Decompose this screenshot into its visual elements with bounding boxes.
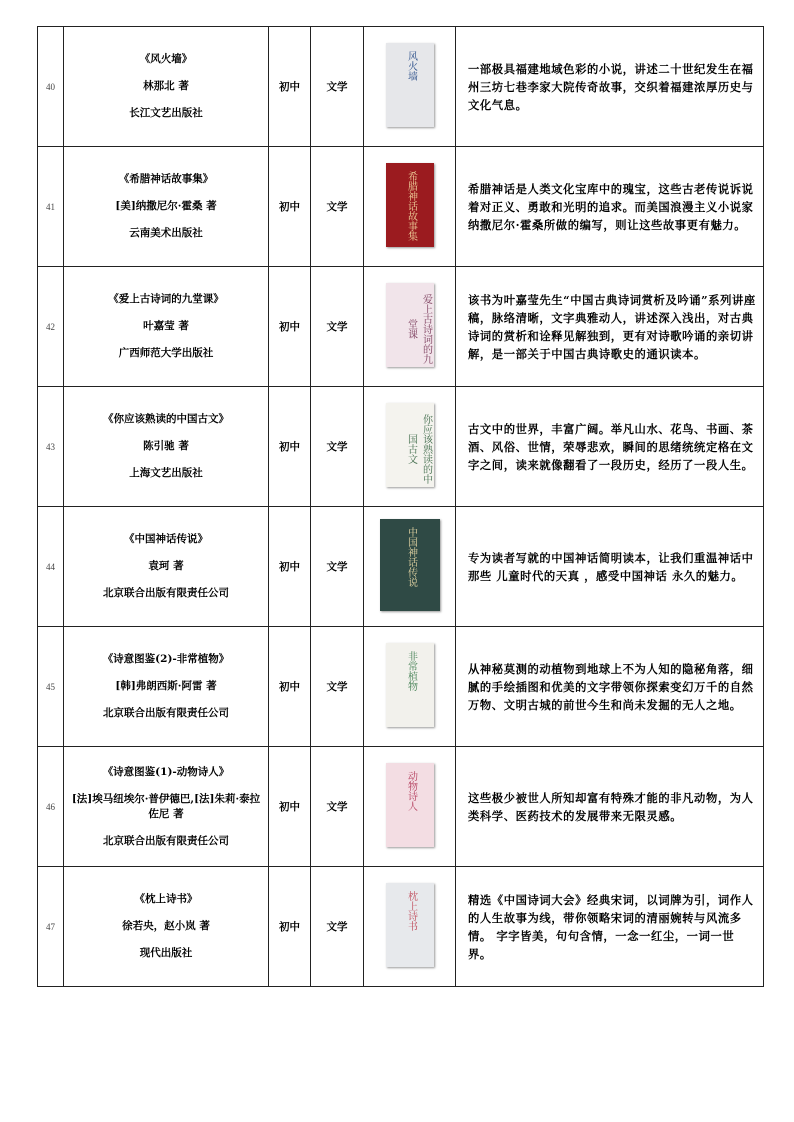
table-row: [38, 627, 764, 747]
book-cover-image: [386, 43, 434, 127]
grade-level: 初中: [269, 27, 311, 147]
book-description: 专为读者写就的中国神话简明读本，让我们重温神话中那些 儿童时代的天真 ，感受中国神话 永久的魅力。: [456, 507, 764, 627]
book-title: 《爱上古诗词的九堂课》: [108, 293, 224, 305]
book-title: 《枕上诗书》: [134, 893, 198, 905]
book-author: [美]纳撒尼尔·霍桑 著: [115, 200, 217, 212]
row-number: 46: [38, 747, 64, 867]
book-title: 《诗意图鉴(1)-动物诗人》: [102, 765, 230, 778]
row-number: 44: [38, 507, 64, 627]
book-cover-image: [386, 163, 434, 247]
cover-cell: [364, 867, 456, 987]
table-row: [38, 27, 764, 147]
book-description: 一部极具福建地域色彩的小说，讲述二十世纪发生在福州三坊七巷李家大院传奇故事，交织着福建浓厚历史与文化气息。: [456, 27, 764, 147]
book-publisher: 北京联合出版有限责任公司: [103, 834, 229, 847]
grade-level: 初中: [269, 867, 311, 987]
row-number: 42: [38, 267, 64, 387]
book-author: [韩]弗朗西斯·阿雷 著: [115, 680, 217, 692]
book-author: 叶嘉莹 著: [143, 320, 189, 332]
row-number: 43: [38, 387, 64, 507]
category: 文学: [311, 387, 364, 507]
row-number: 41: [38, 147, 64, 267]
book-cover-image: [380, 519, 440, 611]
grade-level: 初中: [269, 267, 311, 387]
book-publisher: 广西师范大学出版社: [118, 347, 214, 359]
grade-level: 初中: [269, 627, 311, 747]
book-info: [64, 387, 269, 507]
row-number: 47: [38, 867, 64, 987]
book-author: 徐若央，赵小岚 著: [122, 920, 210, 932]
category: 文学: [311, 147, 364, 267]
book-publisher: 云南美术出版社: [129, 227, 203, 239]
table-row: [38, 387, 764, 507]
book-title: 《中国神话传说》: [124, 533, 208, 545]
book-cover-image: [386, 283, 434, 367]
book-cover-image: [386, 403, 434, 487]
cover-title: 非常植物: [405, 650, 417, 691]
book-title: 《你应该熟读的中国古文》: [103, 413, 229, 425]
book-publisher: 北京联合出版有限责任公司: [103, 587, 229, 599]
book-info: [64, 507, 269, 627]
book-author: 林那北 著: [143, 80, 189, 92]
cover-title: 风火墙: [405, 50, 417, 81]
table-row: [38, 147, 764, 267]
book-description: 希腊神话是人类文化宝库中的瑰宝，这些古老传说诉说着对正义、勇敢和光明的追求。而美国浪漫主义小说家纳撒尼尔·霍桑所做的编写，则让这些故事更有魅力。: [456, 147, 764, 267]
book-description: 这些极少被世人所知却富有特殊才能的非凡动物，为人类科学、医药技术的发展带来无限灵感。: [456, 747, 764, 867]
table-row: [38, 747, 764, 867]
cover-title: 爱上古诗词的九堂课: [405, 293, 432, 364]
book-description: 古文中的世界，丰富广阔。举凡山水、花鸟、书画、茶酒、风俗、世情，荣辱悲欢，瞬间的思绪统统定格在文字之间，读来就像翻看了一段历史，经历了一段人生。: [456, 387, 764, 507]
cover-cell: [364, 27, 456, 147]
cover-title: 你应该熟读的中国古文: [405, 413, 432, 484]
grade-level: 初中: [269, 387, 311, 507]
table-row: [38, 267, 764, 387]
book-title: 《风火墙》: [139, 53, 193, 65]
book-info: [64, 627, 269, 747]
grade-level: 初中: [269, 147, 311, 267]
cover-cell: [364, 267, 456, 387]
cover-cell: [364, 627, 456, 747]
book-title: 《诗意图鉴(2)-非常植物》: [102, 653, 230, 665]
book-author: 袁珂 著: [148, 560, 184, 572]
category: 文学: [311, 267, 364, 387]
grade-level: 初中: [269, 507, 311, 627]
category: 文学: [311, 627, 364, 747]
book-title: 《希腊神话故事集》: [118, 173, 214, 185]
row-number: 40: [38, 27, 64, 147]
cover-title: 希腊神话故事集: [405, 170, 417, 241]
cover-title: 枕上诗书: [405, 890, 417, 931]
category: 文学: [311, 867, 364, 987]
book-list-table: [37, 26, 764, 987]
book-info: [64, 747, 269, 867]
cover-title: 中国神话传说: [405, 526, 417, 587]
book-publisher: 北京联合出版有限责任公司: [103, 707, 229, 719]
book-author: [法]埃马纽埃尔·普伊德巴,[法]朱莉·泰拉佐尼 著: [71, 792, 261, 820]
cover-cell: [364, 747, 456, 867]
table-row: [38, 507, 764, 627]
cover-cell: [364, 147, 456, 267]
category: 文学: [311, 747, 364, 867]
book-cover-image: [386, 883, 434, 967]
book-cover-image: [386, 643, 434, 727]
book-info: [64, 27, 269, 147]
cover-cell: [364, 507, 456, 627]
book-info: [64, 267, 269, 387]
book-publisher: 长江文艺出版社: [129, 107, 203, 119]
table-row: [38, 867, 764, 987]
book-publisher: 上海文艺出版社: [129, 467, 203, 479]
row-number: 45: [38, 627, 64, 747]
category: 文学: [311, 507, 364, 627]
grade-level: 初中: [269, 747, 311, 867]
book-author: 陈引驰 著: [143, 440, 189, 452]
book-info: [64, 147, 269, 267]
book-publisher: 现代出版社: [139, 947, 193, 959]
book-description: 从神秘莫测的动植物到地球上不为人知的隐秘角落，细腻的手绘插图和优美的文字带领你探索变幻万千的自然万物、文明古城的前世今生和尚未发掘的无人之地。: [456, 627, 764, 747]
cover-title: 动物诗人: [405, 770, 417, 811]
book-description: 该书为叶嘉莹先生“中国古典诗词赏析及吟诵”系列讲座稿，脉络清晰，文字典雅动人，讲述深入浅出，对古典诗词的赏析和诠释见解独到，更有对诗歌吟诵的亲切讲解，是一部关于中国古典诗歌史的通识读本。: [456, 267, 764, 387]
book-info: [64, 867, 269, 987]
book-cover-image: [386, 763, 434, 847]
book-description: 精选《中国诗词大会》经典宋词，以词牌为引，词作人的人生故事为线，带你领略宋词的清丽婉转与风流多情。 字字皆美，句句含情，一念一红尘，一词一世界。: [456, 867, 764, 987]
category: 文学: [311, 27, 364, 147]
cover-cell: [364, 387, 456, 507]
